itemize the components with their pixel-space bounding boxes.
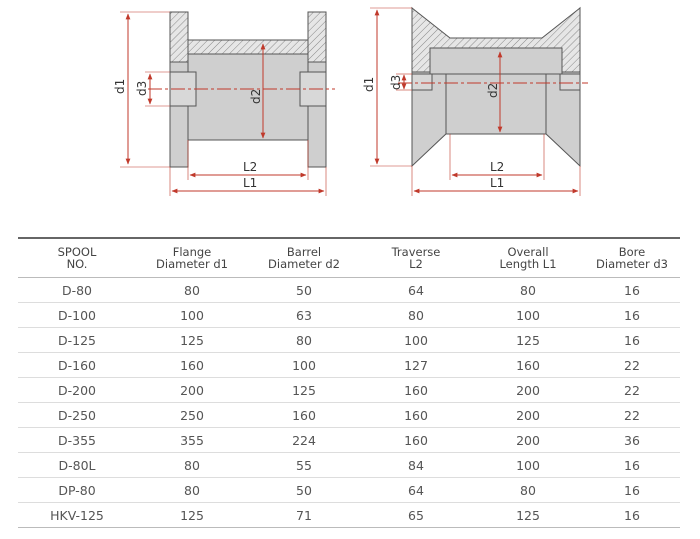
table-cell: 100 (472, 303, 584, 328)
table-row (18, 503, 680, 528)
table-row (18, 478, 680, 503)
spool-number-cell: D-250 (18, 403, 136, 428)
table-cell: 160 (360, 403, 472, 428)
table-cell: 64 (360, 278, 472, 303)
table-cell: 65 (360, 503, 472, 528)
tapered-spool-drawing (362, 8, 588, 196)
table-cell: 36 (584, 428, 680, 453)
table-cell: 16 (584, 278, 680, 303)
table-row (18, 303, 680, 328)
spool-number-cell: D-125 (18, 328, 136, 353)
table-cell: 80 (136, 453, 248, 478)
label-d1: d1 (113, 78, 127, 94)
label-d2-right: d2 (486, 82, 500, 98)
table-cell: 16 (584, 503, 680, 528)
table-cell: 200 (472, 403, 584, 428)
table-cell: 125 (136, 328, 248, 353)
table-cell: 160 (248, 403, 360, 428)
table-cell: 125 (136, 503, 248, 528)
table-cell: 16 (584, 453, 680, 478)
table-cell: 50 (248, 478, 360, 503)
table-cell: 22 (584, 378, 680, 403)
straight-spool-drawing (113, 12, 335, 196)
table-cell: 160 (360, 378, 472, 403)
spool-number-cell: D-160 (18, 353, 136, 378)
table-row (18, 353, 680, 378)
header-overall-length: Overall Length L1 (472, 238, 584, 278)
label-d3-right: d3 (389, 74, 403, 90)
table-cell: 355 (136, 428, 248, 453)
spool-number-cell: D-80L (18, 453, 136, 478)
label-l2: L2 (243, 160, 258, 174)
table-row (18, 278, 680, 303)
table-cell: 125 (472, 328, 584, 353)
label-d1-right: d1 (362, 76, 376, 92)
table-cell: 200 (472, 378, 584, 403)
table-cell: 63 (248, 303, 360, 328)
table-cell: 50 (248, 278, 360, 303)
label-d3: d3 (135, 80, 149, 96)
label-l2-right: L2 (490, 160, 505, 174)
table-cell: 64 (360, 478, 472, 503)
table-cell: 125 (472, 503, 584, 528)
table-cell: 100 (248, 353, 360, 378)
table-cell: 84 (360, 453, 472, 478)
table-cell: 200 (136, 378, 248, 403)
spool-number-cell: HKV-125 (18, 503, 136, 528)
table-cell: 160 (360, 428, 472, 453)
spool-number-cell: DP-80 (18, 478, 136, 503)
table-header-row (18, 238, 680, 278)
table-cell: 22 (584, 353, 680, 378)
table-cell: 224 (248, 428, 360, 453)
label-l1-right: L1 (490, 176, 505, 190)
table-cell: 100 (136, 303, 248, 328)
spool-spec-table (18, 237, 680, 528)
label-l1: L1 (243, 176, 258, 190)
table-cell: 200 (472, 428, 584, 453)
spool-number-cell: D-200 (18, 378, 136, 403)
header-flange-diameter: Flange Diameter d1 (136, 238, 248, 278)
table-row (18, 378, 680, 403)
table-row (18, 428, 680, 453)
table-cell: 100 (360, 328, 472, 353)
spool-drawings (0, 0, 700, 205)
spool-number-cell: D-355 (18, 428, 136, 453)
table-row (18, 328, 680, 353)
table-cell: 16 (584, 303, 680, 328)
table-cell: 160 (472, 353, 584, 378)
table-row (18, 453, 680, 478)
table-cell: 250 (136, 403, 248, 428)
table-cell: 80 (248, 328, 360, 353)
table-cell: 125 (248, 378, 360, 403)
label-d2: d2 (249, 88, 263, 104)
table-cell: 71 (248, 503, 360, 528)
table-cell: 80 (360, 303, 472, 328)
table-cell: 80 (136, 278, 248, 303)
table-row (18, 403, 680, 428)
table-cell: 160 (136, 353, 248, 378)
spool-number-cell: D-100 (18, 303, 136, 328)
table-cell: 80 (472, 478, 584, 503)
table-body (18, 278, 680, 528)
table-cell: 80 (136, 478, 248, 503)
table-cell: 16 (584, 328, 680, 353)
table-cell: 100 (472, 453, 584, 478)
spool-number-cell: D-80 (18, 278, 136, 303)
header-barrel-diameter: Barrel Diameter d2 (248, 238, 360, 278)
table-cell: 16 (584, 478, 680, 503)
table-cell: 80 (472, 278, 584, 303)
table-cell: 22 (584, 403, 680, 428)
header-spool-no: SPOOL NO. (18, 238, 136, 278)
header-bore-diameter: Bore Diameter d3 (584, 238, 680, 278)
table-cell: 55 (248, 453, 360, 478)
header-traverse: Traverse L2 (360, 238, 472, 278)
table-cell: 127 (360, 353, 472, 378)
